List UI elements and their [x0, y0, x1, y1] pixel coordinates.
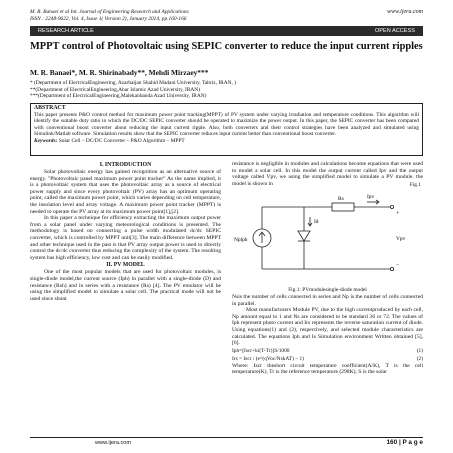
iph-label: Nplph [234, 237, 248, 244]
footer-website-link[interactable]: www.ijera.com [95, 440, 132, 446]
figure-ref: Fig.1 [409, 182, 421, 189]
equation-1 [232, 347, 423, 355]
figure-1 [232, 182, 423, 287]
abstract-heading: ABSTRACT [34, 105, 66, 111]
page-number-value: 160 [386, 439, 398, 446]
header-website-link[interactable]: www.ijera.com [387, 9, 423, 15]
pv-circuit-diagram [232, 189, 423, 287]
pv-model-continued: resistance is negligible in modules and calculations become equations that were used to model a solar cell. In this model the output current called Ipv and the output voltage called Vpv, we using the simplified model to simulate a PV module. the model is shown in [232, 161, 423, 187]
equation-2-number: (2) [416, 355, 423, 362]
left-column [30, 161, 221, 302]
figure-1-caption: Fig.1: PVmodulesingle-diode model [288, 287, 367, 294]
running-header [30, 9, 330, 23]
equation-2 [232, 355, 423, 363]
rs-label: Rs [338, 196, 344, 203]
right-column [232, 161, 423, 376]
minus-label: − [396, 262, 400, 269]
article-type-band [30, 26, 423, 36]
keywords-line [34, 138, 419, 144]
page-number [386, 439, 423, 446]
plus-label: + [396, 211, 400, 218]
where-paragraph: Where: Iscr theshort circuit temperature coefficient(A/K), T is the cell temperature(K), Tr is the reference temperature (298K), S is the solar [232, 362, 423, 376]
footer-divider [30, 437, 423, 438]
affiliation-3: ***(Department of ElectricalEngineering,Malekanbanda Azad University, IRAN) [30, 93, 207, 100]
affiliation-1: * (Department of ElectricalEngineering, Azarbaijan Shahid Madani University, Tabriz, IRAN, ) [30, 80, 237, 86]
paper-authors: M. R. Banaei*, M. R. Shirinabady**, Mehdi Mirzaey*** [30, 68, 209, 77]
keywords-text: Solar Cell – DC/DC Converter – P&O Algorithm – MPPT [58, 137, 185, 144]
section-2-heading: II. PV MODEL [106, 262, 145, 269]
band-right-label: OPEN ACCESS [374, 28, 415, 34]
affiliations [30, 80, 423, 100]
manufacturers-paragraph: Most manufacturers Module PV, due to the high currentproduced by each cell, Np amount equal to 1 and Ns are considered to be standard 36 or 72. The values of Iph represent photo current and Irs represents the reverse saturation current of diode. Using equations(1) and (2), respectively, and selected module characteristics are calculated. The equations Iph and Is Simulation environment Written obtained [5], [6]. [232, 307, 423, 347]
intro-paragraph-2: In this paper a technique for efficiency extracting the maximum output power from a solar panel under varying meteorological conditions is presented. The methodology is based on connecting a pulse width modulated dc/dc SEPIC converter, which is controlled by MPPT unit[3]. The main difference between MPPT and other technique used in the past is that PV array output power is used to directly control the dc/dc converter thus reducing the complexity of the system. The resulting system has high efficiency, low cost and can be easily modified. [30, 215, 221, 261]
equation-1-number: (1) [416, 347, 423, 354]
equation-2-body: Irs = Iscr / (e^(qVoc/NskAT) − 1) [232, 355, 304, 362]
affiliation-2: **(Department of ElectricalEngineering,Ahar Islamic Azad University, IRAN) [30, 86, 200, 93]
abstract-text: This paper presents P&O control method for maximum power point tracking(MPPT) of PV system under varying irradiation and temperature conditions. This algorithm will identify the suitable duty ratio in which the DC/DC SEPIC converter should be operated to maximize the power output. In this paper, the SEPIC converter has been compared with conventional boost converter about reducing the input current ripple. Also, both converters and their control strategies have been analyzed and simulated using Simulink/Matlab software. Simulation results show that the SEPIC converter reduces input current better than conventional boost converter. [34, 112, 419, 138]
paper-title: MPPT control of Photovoltaic using SEPIC converter to reduce the input current ripples [30, 41, 423, 52]
ns-np-paragraph: Nsis the number of cells connected in series and Np is the number of cells connected in parallel. [232, 293, 423, 307]
vpv-label: Vpv [396, 236, 406, 243]
band-left-label: RESEARCH ARTICLE [38, 28, 94, 34]
id-label: Id [314, 219, 319, 226]
ipv-label: Ipv [367, 194, 375, 201]
equation-1-body: Iph=[Iscr+ki(T-Tr)]S/1000 [232, 347, 290, 354]
abstract-box [30, 103, 423, 156]
pv-model-paragraph: One of the most popular models that are used for photovoltaic modules, is single-diode model,the current source (Iph) in parallel with a single-diode (D) and resistance (Rsh) and in series with a resistance (Rs) [4]. The PV emulator will be using the simplified model to simulate a solar cell. The practical mode will not be used since shunt [30, 269, 221, 302]
citation-line-1: M. R. Banaei et al Int. Journal of Engineering Research and Applications [30, 9, 189, 15]
intro-paragraph-1: Solar photovoltaic energy has gained recognition as an alternative source of energy. "Photovoltaic panel maximum power point tracker" As the name implied, it is a photovoltaic system that uses the photovoltaic array as a source of electrical power supply and since every photovoltaic (PV) array has an optimum operating point, called the maximum power point, which varies depending on cell temperature, the insolation level and array voltage. A maximum power point tracker (MPPT) is needed to operate the PV array at its maximum power point[1],[2]. [30, 169, 221, 215]
citation-line-2: ISSN : 2248-9622, Vol. 4, Issue 1( Version 2), January 2014, pp.160-166 [30, 16, 187, 22]
section-1-heading: I. INTRODUCTION [99, 162, 152, 168]
keywords-label: Keywords: [34, 137, 58, 144]
page-number-suffix: | P a g e [398, 439, 423, 446]
